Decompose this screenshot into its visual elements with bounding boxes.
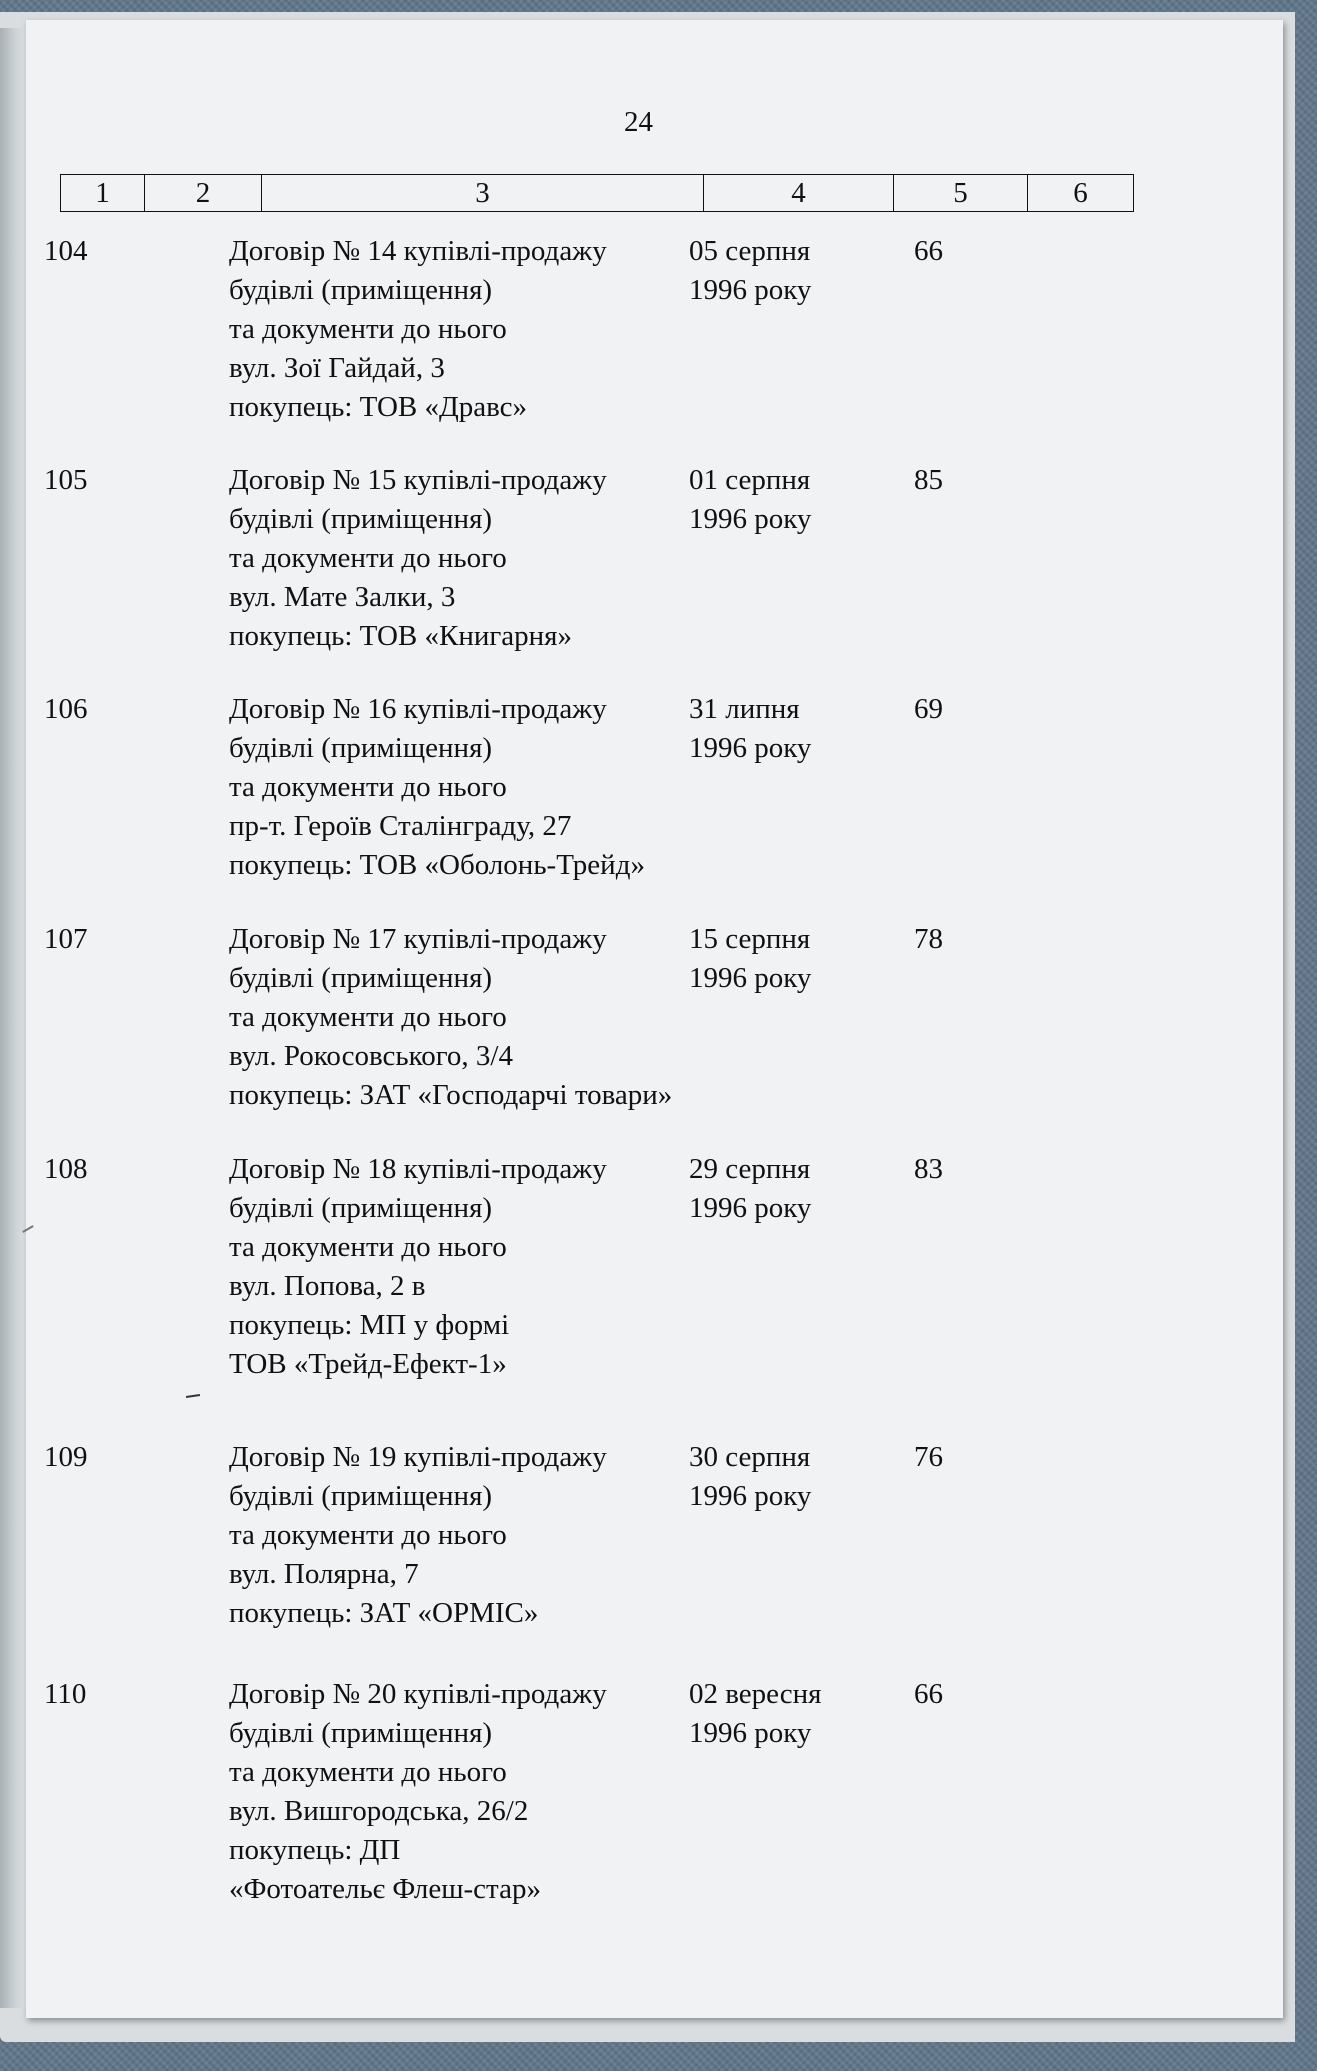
description-line: «Фотоательє Флеш-стар» (229, 1873, 541, 1905)
record-description (229, 461, 729, 656)
column-header-6: 6 (1028, 175, 1134, 212)
date-line: 1996 року (689, 274, 812, 306)
record-number: 105 (44, 464, 88, 496)
description-line: покупець: ДП (229, 1834, 401, 1866)
record-number: 107 (44, 923, 88, 955)
page-number: 24 (624, 106, 653, 138)
record-page-count: 66 (914, 235, 943, 267)
description-line: Договір № 19 купівлі-продажу (229, 1441, 607, 1473)
description-line: та документи до нього (229, 1756, 507, 1788)
description-line: та документи до нього (229, 771, 507, 803)
description-line: вул. Зої Гайдай, 3 (229, 352, 445, 384)
record-date (689, 1438, 889, 1516)
description-line: будівлі (приміщення) (229, 274, 493, 306)
description-line: вул. Полярна, 7 (229, 1558, 419, 1590)
description-line: покупець: ЗАТ «Господарчі товари» (229, 1079, 673, 1111)
record-description (229, 690, 729, 885)
record-date (689, 232, 889, 310)
record-number: 108 (44, 1153, 88, 1185)
description-line: вул. Вишгородська, 26/2 (229, 1795, 529, 1827)
date-line: 1996 року (689, 962, 812, 994)
column-header-table (60, 174, 1134, 212)
date-line: 15 серпня (689, 923, 811, 955)
column-header-2: 2 (145, 175, 262, 212)
description-line: ТОВ «Трейд-Ефект-1» (229, 1348, 507, 1380)
date-line: 05 серпня (689, 235, 811, 267)
document-page (26, 20, 1283, 2018)
description-line: вул. Попова, 2 в (229, 1270, 426, 1302)
description-line: будівлі (приміщення) (229, 1480, 493, 1512)
date-line: 1996 року (689, 503, 812, 535)
date-line: 1996 року (689, 1717, 812, 1749)
description-line: та документи до нього (229, 1001, 507, 1033)
description-line: покупець: ТОВ «Оболонь-Трейд» (229, 849, 645, 881)
record-description (229, 232, 729, 427)
description-line: будівлі (приміщення) (229, 1192, 493, 1224)
record-page-count: 69 (914, 693, 943, 725)
record-page-count: 76 (914, 1441, 943, 1473)
record-number: 110 (44, 1678, 87, 1710)
record-date (689, 920, 889, 998)
record-page-count: 83 (914, 1153, 943, 1185)
description-line: Договір № 14 купівлі-продажу (229, 235, 607, 267)
description-line: Договір № 18 купівлі-продажу (229, 1153, 607, 1185)
column-header-3: 3 (262, 175, 704, 212)
description-line: та документи до нього (229, 313, 507, 345)
date-line: 02 вересня (689, 1678, 822, 1710)
description-line: покупець: ЗАТ «ОРМІС» (229, 1597, 539, 1629)
column-header-1: 1 (61, 175, 145, 212)
description-line: будівлі (приміщення) (229, 503, 493, 535)
description-line: покупець: ТОВ «Дравс» (229, 391, 528, 423)
record-number: 104 (44, 235, 88, 267)
description-line: будівлі (приміщення) (229, 732, 493, 764)
date-line: 31 липня (689, 693, 800, 725)
description-line: та документи до нього (229, 1519, 507, 1551)
date-line: 1996 року (689, 732, 812, 764)
record-number: 106 (44, 693, 88, 725)
description-line: та документи до нього (229, 1231, 507, 1263)
description-line: будівлі (приміщення) (229, 962, 493, 994)
description-line: покупець: МП у формі (229, 1309, 510, 1341)
column-header-5: 5 (894, 175, 1028, 212)
date-line: 30 серпня (689, 1441, 811, 1473)
record-description (229, 1675, 729, 1909)
description-line: Договір № 16 купівлі-продажу (229, 693, 607, 725)
date-line: 1996 року (689, 1192, 812, 1224)
description-line: та документи до нього (229, 542, 507, 574)
record-description (229, 1150, 729, 1384)
description-line: вул. Рокосовського, 3/4 (229, 1040, 513, 1072)
record-description (229, 1438, 729, 1633)
pencil-mark (186, 1394, 200, 1398)
description-line: Договір № 15 купівлі-продажу (229, 464, 607, 496)
description-line: покупець: ТОВ «Книгарня» (229, 620, 573, 652)
date-line: 01 серпня (689, 464, 811, 496)
record-page-count: 78 (914, 923, 943, 955)
description-line: Договір № 20 купівлі-продажу (229, 1678, 607, 1710)
description-line: вул. Мате Залки, 3 (229, 581, 456, 613)
record-number: 109 (44, 1441, 88, 1473)
record-date (689, 690, 889, 768)
record-page-count: 66 (914, 1678, 943, 1710)
record-date (689, 461, 889, 539)
record-page-count: 85 (914, 464, 943, 496)
date-line: 1996 року (689, 1480, 812, 1512)
description-line: пр-т. Героїв Сталінграду, 27 (229, 810, 572, 842)
description-line: будівлі (приміщення) (229, 1717, 493, 1749)
record-date (689, 1150, 889, 1228)
date-line: 29 серпня (689, 1153, 811, 1185)
record-description (229, 920, 729, 1115)
record-date (689, 1675, 889, 1753)
description-line: Договір № 17 купівлі-продажу (229, 923, 607, 955)
column-header-4: 4 (704, 175, 894, 212)
